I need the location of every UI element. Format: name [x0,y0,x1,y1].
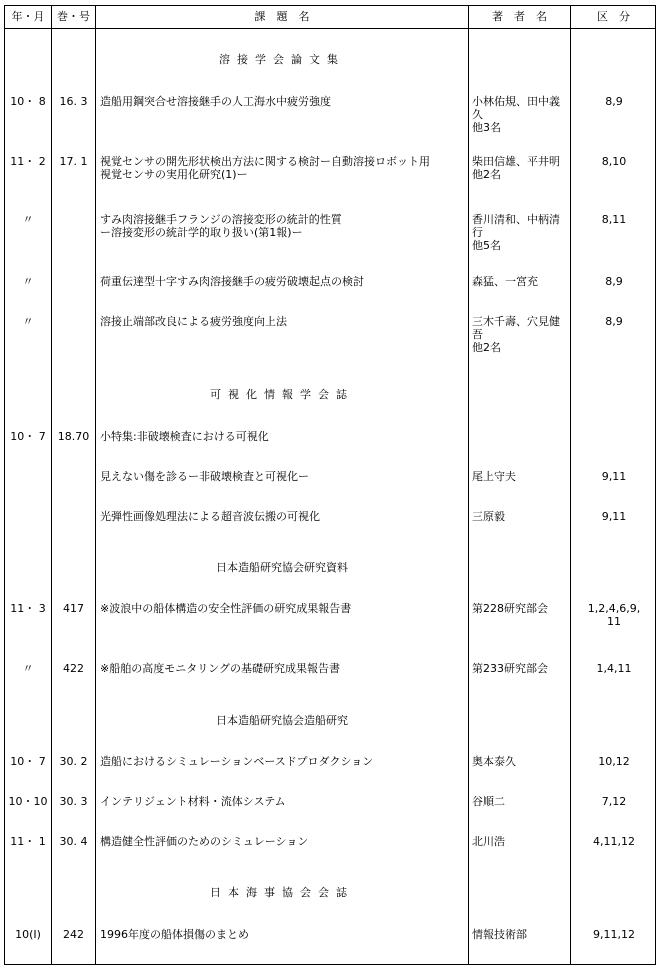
row-category: 8,9 [605,275,623,288]
row-date: 〃 [22,662,34,675]
row-category: 1,4,11 [596,662,632,675]
row-date: 10・ 7 [10,430,46,443]
row-author: 尾上守夫 [472,470,516,483]
row-volume: 417 [63,602,84,615]
row-title: インテリジェント材料・流体システム [100,795,286,808]
row-title: 小特集:非破壊検査における可視化 [100,430,269,443]
row-date: 10・ 8 [10,95,46,108]
row-volume: 30. 4 [59,835,88,848]
header-divider [5,28,655,29]
section-heading: 日本造船研究協会研究資料 [216,561,348,574]
row-title: 荷重伝達型十字すみ肉溶接継手の疲労破壊起点の検討 [100,275,364,288]
row-date: 10(I) [15,928,41,941]
row-date: 10・10 [8,795,48,808]
column-divider [468,6,469,964]
row-title: 見えない傷を診るー非破壊検査と可視化ー [100,470,309,483]
publication-table [4,5,656,965]
row-title: 視覚センサの開先形状検出方法に関する検討ー自動溶接ロボット用 視覚センサの実用化研究(1)ー [100,155,430,181]
row-volume: 242 [63,928,84,941]
section-heading: 日本海事協会会誌 [210,886,354,899]
column-divider [51,6,52,964]
row-author: 小林佑規、田中義久 他3名 [472,95,560,134]
row-author: 奥本泰久 [472,755,516,768]
row-title: すみ肉溶接継手フランジの溶接変形の統計的性質 ー溶接変形の統計学的取り扱い(第1報)ー [100,213,342,239]
row-category: 7,12 [601,795,627,808]
row-volume: 16. 3 [59,95,88,108]
row-author: 森猛、一宮充 [472,275,538,288]
header-volume: 巻・号 [57,10,90,23]
row-title: 構造健全性評価のためのシミュレーション [100,835,309,848]
section-heading: 日本造船研究協会造船研究 [216,714,348,727]
row-volume: 18.70 [57,430,90,443]
row-volume: 17. 1 [59,155,88,168]
row-author: 情報技術部 [472,928,527,941]
row-title: 1996年度の船体損傷のまとめ [100,928,249,941]
row-volume: 30. 2 [59,755,88,768]
row-date: 11・ 1 [10,835,46,848]
row-date: 11・ 3 [10,602,46,615]
row-title: 光弾性画像処理法による超音波伝搬の可視化 [100,510,320,523]
row-author: 三木千壽、穴見健吾 他2名 [472,315,560,354]
column-divider [95,6,96,964]
row-category: 9,11 [601,510,627,523]
row-category: 1,2,4,6,9, 11 [587,602,641,628]
row-category: 8,10 [601,155,627,168]
column-divider [570,6,571,964]
row-volume: 30. 3 [59,795,88,808]
row-author: 谷順二 [472,795,505,808]
header-author: 著 者 名 [492,10,547,23]
row-volume: 422 [63,662,84,675]
row-author: 香川清和、中柄清行 他5名 [472,213,560,252]
row-title: ※波浪中の船体構造の安全性評価の研究成果報告書 [100,602,352,615]
row-title: 造船におけるシミュレーションベースドプロダクション [100,755,374,768]
section-heading: 溶接学会論文集 [219,53,345,66]
section-heading: 可視化情報学会誌 [210,388,354,401]
row-category: 4,11,12 [593,835,635,848]
row-category: 9,11 [601,470,627,483]
row-date: 〃 [22,275,34,288]
row-date: 10・ 7 [10,755,46,768]
header-category: 区 分 [597,10,630,23]
row-author: 第233研究部会 [472,662,548,675]
row-date: 11・ 2 [10,155,46,168]
row-author: 第228研究部会 [472,602,548,615]
row-author: 柴田信雄、平井明 他2名 [472,155,560,181]
header-date: 年・月 [11,10,45,23]
row-date: 〃 [22,315,34,328]
row-title: 造船用鋼突合せ溶接継手の人工海水中疲労強度 [100,95,331,108]
row-title: 溶接止端部改良による疲労強度向上法 [100,315,287,328]
row-date: 〃 [22,213,34,226]
header-title: 課 題 名 [254,10,310,23]
row-category: 8,11 [601,213,627,226]
row-category: 10,12 [598,755,630,768]
row-title: ※船舶の高度モニタリングの基礎研究成果報告書 [100,662,340,675]
row-category: 8,9 [605,95,623,108]
row-author: 北川浩 [472,835,505,848]
row-author: 三原毅 [472,510,505,523]
row-category: 9,11,12 [593,928,635,941]
row-category: 8,9 [605,315,623,328]
